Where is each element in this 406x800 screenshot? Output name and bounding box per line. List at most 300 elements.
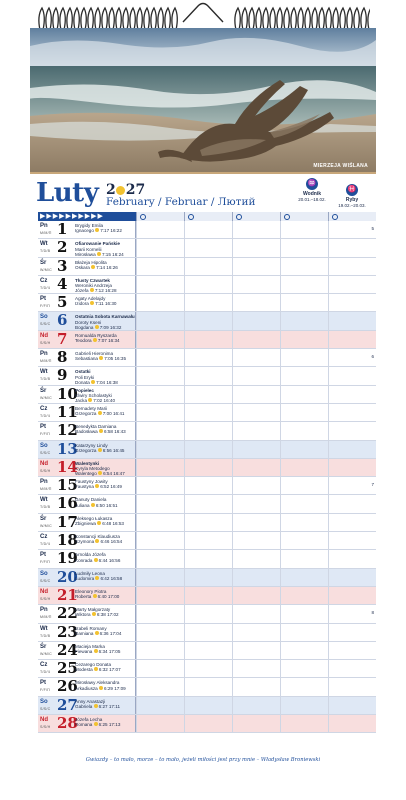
hanger-hook: [178, 0, 228, 24]
weekday-label: Wt: [40, 369, 48, 376]
weekday-translations: M/M/П: [40, 231, 52, 235]
note-cell[interactable]: [232, 422, 280, 439]
sunrise-sunset: 6:36 17:04: [95, 631, 122, 636]
spiral-coil: [354, 8, 359, 30]
day-row: [38, 239, 376, 257]
note-cell[interactable]: [184, 239, 232, 256]
note-cell[interactable]: [280, 624, 328, 641]
note-cell[interactable]: [280, 715, 328, 732]
name-days: Agaty Adelajdy: [75, 296, 106, 302]
note-cell[interactable]: [232, 605, 280, 622]
note-cell[interactable]: [280, 477, 328, 494]
note-cell[interactable]: [280, 678, 328, 695]
weekday-label: Cz: [40, 277, 48, 284]
note-cell[interactable]: [232, 276, 280, 293]
day-info: [75, 497, 135, 507]
note-cell[interactable]: [184, 678, 232, 695]
note-cell[interactable]: [232, 624, 280, 641]
spiral-coil: [340, 8, 345, 30]
weekday-translations: F/F/П: [40, 432, 50, 437]
note-cell[interactable]: [184, 697, 232, 714]
day-number: 22: [57, 604, 78, 623]
note-cell[interactable]: [328, 605, 376, 622]
holiday-note: Popielec: [75, 387, 94, 393]
month-header: [36, 178, 376, 210]
note-cell[interactable]: [232, 715, 280, 732]
note-cell[interactable]: [184, 660, 232, 677]
day-info: [75, 607, 135, 617]
name-days: Gabrieli Hieronima: [75, 351, 114, 357]
weekday-translations: T/D/Ч: [40, 285, 51, 290]
note-cell[interactable]: [328, 386, 376, 403]
name-days-2: Walentego: [75, 471, 97, 477]
weekday-label: So: [40, 698, 48, 705]
weekday-label: Pt: [40, 296, 46, 303]
day-row: [38, 477, 376, 495]
name-days-2: Mirosława: [75, 251, 96, 257]
spiral-coil: [326, 8, 331, 30]
weekday-label: Pt: [40, 552, 46, 559]
day-row: [38, 605, 376, 623]
note-cell[interactable]: [280, 239, 328, 256]
weekday-translations: T/D/В: [40, 249, 51, 254]
sunrise-sunset: 6:46 16:54: [95, 539, 122, 544]
note-cell[interactable]: [280, 514, 328, 531]
note-cell[interactable]: [232, 258, 280, 275]
note-cell[interactable]: [280, 331, 328, 348]
day-cell: [38, 532, 136, 549]
note-cell[interactable]: [232, 660, 280, 677]
sunrise-sunset: 6:56 16:45: [98, 448, 125, 453]
day-info: [75, 552, 135, 562]
day-row: [38, 349, 376, 367]
day-info: [75, 388, 135, 404]
weekday-label: Nd: [40, 460, 48, 467]
note-cell[interactable]: [136, 605, 184, 622]
note-cell[interactable]: [136, 239, 184, 256]
note-cell[interactable]: [136, 422, 184, 439]
note-cell[interactable]: [328, 367, 376, 384]
spiral-coil: [263, 8, 268, 30]
note-cell[interactable]: [232, 459, 280, 476]
day-cell: [38, 477, 136, 494]
day-row: [38, 312, 376, 330]
note-cell[interactable]: [136, 550, 184, 567]
name-days: Doroty Kseni: [75, 319, 102, 325]
name-days: Aleksego Łukasza: [75, 515, 113, 521]
weekday-translations: F/F/П: [40, 304, 50, 309]
note-cell[interactable]: [280, 312, 328, 329]
sunrise-sunset: 6:58 16:43: [99, 429, 126, 434]
day-info: [75, 479, 135, 489]
day-row: [38, 550, 376, 568]
note-cell[interactable]: [136, 331, 184, 348]
name-days-2: Konrada: [75, 557, 93, 563]
weekday-translations: S/S/С: [40, 322, 51, 327]
note-cell[interactable]: [328, 239, 376, 256]
sunrise-sunset: 6:40 17:00: [93, 594, 120, 599]
day-number: 9: [57, 366, 68, 385]
note-cell[interactable]: [328, 624, 376, 641]
note-cell[interactable]: [328, 221, 376, 238]
spiral-coil: [95, 8, 100, 30]
note-cell[interactable]: [280, 441, 328, 458]
note-cell[interactable]: [136, 276, 184, 293]
day-row: [38, 276, 376, 294]
day-info: [75, 626, 135, 636]
note-cell[interactable]: [280, 642, 328, 659]
note-cell[interactable]: [184, 514, 232, 531]
note-cell[interactable]: [328, 276, 376, 293]
week-number: 6: [371, 354, 374, 360]
note-cell[interactable]: [136, 624, 184, 641]
note-cell[interactable]: [328, 404, 376, 421]
note-cell[interactable]: [328, 294, 376, 311]
sunrise-sunset: 7:11 16:30: [90, 301, 116, 306]
note-cell[interactable]: [136, 678, 184, 695]
day-number: 25: [57, 659, 78, 678]
note-cell[interactable]: [136, 477, 184, 494]
day-cell: [38, 605, 136, 622]
name-days-2: Romana: [75, 722, 93, 728]
note-cell[interactable]: [232, 587, 280, 604]
note-cell[interactable]: [232, 404, 280, 421]
note-cell[interactable]: [328, 678, 376, 695]
note-cell[interactable]: [280, 697, 328, 714]
sunrise-sunset: 6:44 16:56: [94, 558, 121, 563]
note-cell[interactable]: [328, 459, 376, 476]
note-cell[interactable]: [184, 386, 232, 403]
day-row: [38, 422, 376, 440]
note-cell[interactable]: [136, 660, 184, 677]
weekday-label: Pn: [40, 351, 48, 358]
note-cell[interactable]: [184, 624, 232, 641]
day-row: [38, 221, 376, 239]
day-row: [38, 495, 376, 513]
day-row: [38, 404, 376, 422]
spiral-coil: [298, 8, 303, 30]
note-cell[interactable]: [328, 587, 376, 604]
note-cell[interactable]: [280, 349, 328, 366]
name-days: Marii Kornelii: [75, 246, 102, 252]
note-cell[interactable]: [328, 715, 376, 732]
weekday-label: Pt: [40, 680, 46, 687]
note-cell[interactable]: [232, 221, 280, 238]
day-row: [38, 678, 376, 696]
note-cell[interactable]: [184, 258, 232, 275]
note-cell[interactable]: [328, 312, 376, 329]
note-cell[interactable]: [232, 441, 280, 458]
note-cell[interactable]: [232, 495, 280, 512]
sunrise-sunset: 6:52 16:49: [95, 484, 122, 489]
day-number: 13: [57, 439, 78, 458]
note-cell[interactable]: [328, 258, 376, 275]
note-cell[interactable]: [232, 550, 280, 567]
note-cell[interactable]: [232, 367, 280, 384]
note-cell[interactable]: [184, 312, 232, 329]
day-row: [38, 569, 376, 587]
weekday-label: Pn: [40, 607, 48, 614]
spiral-coil: [67, 8, 72, 30]
day-cell: [38, 422, 136, 439]
note-cell[interactable]: [328, 422, 376, 439]
note-cell[interactable]: [328, 569, 376, 586]
weekday-translations: S/S/С: [40, 578, 51, 583]
note-cell[interactable]: [184, 477, 232, 494]
day-info: [75, 296, 135, 306]
note-cell[interactable]: [280, 569, 328, 586]
week-number: 7: [371, 482, 374, 488]
note-cell[interactable]: [328, 642, 376, 659]
note-cell[interactable]: [280, 221, 328, 238]
name-days-2: Damiana: [75, 630, 94, 636]
day-cell: [38, 459, 136, 476]
day-cell: [38, 697, 136, 714]
note-cell[interactable]: [280, 404, 328, 421]
aquarius-icon: ♒: [306, 178, 318, 190]
day-cell: [38, 642, 136, 659]
note-cell[interactable]: [232, 294, 280, 311]
note-cell[interactable]: [136, 367, 184, 384]
note-cell[interactable]: [184, 349, 232, 366]
name-days: Cyryla Metodego: [75, 466, 110, 472]
note-cell[interactable]: [232, 514, 280, 531]
note-cell[interactable]: [136, 386, 184, 403]
spiral-coil: [53, 8, 58, 30]
spiral-coil: [305, 8, 310, 30]
note-cell[interactable]: [184, 331, 232, 348]
day-number: 14: [57, 457, 78, 476]
name-days: Brygidy Emila: [75, 223, 104, 228]
note-cell[interactable]: [136, 697, 184, 714]
note-cell[interactable]: [136, 715, 184, 732]
day-row: [38, 459, 376, 477]
note-cell[interactable]: [280, 532, 328, 549]
note-cell[interactable]: [232, 349, 280, 366]
spiral-coil: [74, 8, 79, 30]
sunrise-sunset: 6:50 16:51: [91, 503, 118, 508]
note-cell[interactable]: [280, 495, 328, 512]
face-icon: [284, 214, 290, 220]
note-cell[interactable]: [328, 550, 376, 567]
day-cell: [38, 495, 136, 512]
name-days-2: Bogdana: [75, 324, 94, 330]
note-cell[interactable]: [184, 495, 232, 512]
spiral-coil: [137, 8, 142, 30]
note-cell[interactable]: [280, 294, 328, 311]
note-cell[interactable]: [328, 532, 376, 549]
note-cell[interactable]: [184, 441, 232, 458]
name-days: Konstancji Klaudiusza: [75, 534, 120, 540]
column-header: [38, 212, 376, 221]
note-cell[interactable]: [280, 660, 328, 677]
weekday-translations: W/M/С: [40, 523, 52, 528]
day-cell: [38, 312, 136, 329]
weekday-translations: T/D/Ч: [40, 413, 51, 418]
note-cell[interactable]: [328, 495, 376, 512]
day-cell: [38, 331, 136, 348]
note-cell[interactable]: [184, 459, 232, 476]
spiral-coil: [347, 8, 352, 30]
weekday-label: Pn: [40, 479, 48, 486]
note-cell[interactable]: [280, 258, 328, 275]
spiral-coil: [130, 8, 135, 30]
sunrise-sunset: 7:14 16:26: [91, 265, 118, 270]
note-cell[interactable]: [184, 221, 232, 238]
sunrise-sunset: 6:42 16:58: [95, 576, 122, 581]
day-number: 28: [57, 714, 78, 733]
name-days-2: Roberta: [75, 594, 92, 600]
day-cell: [38, 587, 136, 604]
day-cell: [38, 569, 136, 586]
sunrise-sunset: 7:00 16:41: [98, 411, 125, 416]
note-cell[interactable]: [232, 532, 280, 549]
note-cell[interactable]: [280, 605, 328, 622]
note-cell[interactable]: [280, 276, 328, 293]
note-cell[interactable]: [232, 312, 280, 329]
note-cell[interactable]: [328, 660, 376, 677]
name-days: Anny Anastazji: [75, 698, 106, 704]
name-days-2: Szymona: [75, 539, 95, 545]
face-icon: [140, 214, 146, 220]
note-cell[interactable]: [136, 514, 184, 531]
note-cell[interactable]: [232, 569, 280, 586]
note-cell[interactable]: [136, 258, 184, 275]
note-cell[interactable]: [136, 569, 184, 586]
note-cell[interactable]: [232, 239, 280, 256]
spiral-coil: [249, 8, 254, 30]
note-cell[interactable]: [184, 642, 232, 659]
note-cell[interactable]: [136, 349, 184, 366]
day-cell: [38, 221, 136, 238]
note-cell[interactable]: [328, 349, 376, 366]
note-cell[interactable]: [184, 422, 232, 439]
note-cell[interactable]: [136, 642, 184, 659]
spiral-coil: [109, 8, 114, 30]
weekday-label: Cz: [40, 405, 48, 412]
name-days: Katarzyny Lindy: [75, 442, 108, 448]
arrow-strip: ▶ ▶ ▶ ▶ ▶ ▶ ▶ ▶ ▶ ▶: [38, 212, 136, 221]
sun-zero-icon: [116, 186, 125, 195]
day-info: [75, 589, 135, 599]
sunrise-sunset: 7:17 16:22: [95, 228, 122, 233]
week-number: 8: [371, 610, 374, 616]
spiral-coil: [81, 8, 86, 30]
weekday-label: Cz: [40, 534, 48, 541]
note-cell[interactable]: [136, 404, 184, 421]
name-days-2: Faustyna: [75, 484, 94, 490]
day-info: [75, 571, 135, 581]
note-cell[interactable]: [136, 459, 184, 476]
person-column-3: [232, 212, 280, 221]
note-cell[interactable]: [136, 532, 184, 549]
day-cell: [38, 514, 136, 531]
note-cell[interactable]: [184, 605, 232, 622]
weekday-translations: T/D/В: [40, 377, 51, 382]
note-cell[interactable]: [184, 294, 232, 311]
day-cell: [38, 715, 136, 732]
name-days-2: Gabriela: [75, 703, 93, 709]
note-cell[interactable]: [232, 697, 280, 714]
note-cell[interactable]: [280, 459, 328, 476]
name-days-2: Zbigniewa: [75, 520, 96, 526]
note-cell[interactable]: [280, 386, 328, 403]
day-cell: [38, 294, 136, 311]
note-cell[interactable]: [280, 367, 328, 384]
day-number: 23: [57, 622, 78, 641]
note-cell[interactable]: [184, 587, 232, 604]
weekday-translations: M/M/П: [40, 615, 52, 620]
note-cell[interactable]: [184, 276, 232, 293]
weekday-translations: T/D/Ч: [40, 670, 51, 675]
note-cell[interactable]: [328, 331, 376, 348]
note-cell[interactable]: [232, 642, 280, 659]
note-cell[interactable]: [184, 569, 232, 586]
spiral-coil: [88, 8, 93, 30]
month-name: Luty: [36, 178, 99, 208]
note-cell[interactable]: [184, 532, 232, 549]
note-cell[interactable]: [136, 312, 184, 329]
note-cell[interactable]: [280, 422, 328, 439]
day-number: 26: [57, 677, 78, 696]
sunrise-sunset: 6:27 17:11: [94, 704, 120, 709]
note-cell[interactable]: [136, 221, 184, 238]
sunrise-sunset: 6:34 17:05: [94, 649, 121, 654]
note-cell[interactable]: [136, 587, 184, 604]
spiral-coil: [102, 8, 107, 30]
day-row: [38, 386, 376, 404]
spiral-coil: [333, 8, 338, 30]
weekday-label: Śr: [40, 643, 47, 650]
note-cell[interactable]: [280, 587, 328, 604]
note-cell[interactable]: [232, 678, 280, 695]
note-cell[interactable]: [328, 697, 376, 714]
note-cell[interactable]: [328, 514, 376, 531]
spiral-coil: [277, 8, 282, 30]
name-days-2: Donata: [75, 379, 90, 385]
weekday-label: So: [40, 570, 48, 577]
day-row: [38, 514, 376, 532]
name-days-2: Grzegorza: [75, 411, 97, 417]
name-days-2: Arkadiusza: [75, 685, 98, 691]
name-days: Danuty Daniela: [75, 497, 107, 503]
name-days-2: Teodora: [75, 337, 92, 343]
note-cell[interactable]: [136, 441, 184, 458]
day-row: [38, 532, 376, 550]
note-cell[interactable]: [232, 386, 280, 403]
note-cell[interactable]: [232, 477, 280, 494]
note-cell[interactable]: [184, 550, 232, 567]
weekday-label: Nd: [40, 717, 48, 724]
note-cell[interactable]: [328, 477, 376, 494]
note-cell[interactable]: [136, 495, 184, 512]
day-cell: [38, 349, 136, 366]
day-cell: [38, 239, 136, 256]
name-days-2: Józefa: [75, 288, 89, 294]
note-cell[interactable]: [184, 715, 232, 732]
day-number: 16: [57, 494, 78, 513]
spiral-coil: [60, 8, 65, 30]
note-cell[interactable]: [136, 294, 184, 311]
note-cell[interactable]: [184, 367, 232, 384]
note-cell[interactable]: [232, 331, 280, 348]
spiral-coil: [116, 8, 121, 30]
note-cell[interactable]: [280, 550, 328, 567]
note-cell[interactable]: [184, 404, 232, 421]
sunrise-sunset: 6:29 17:09: [99, 686, 126, 691]
note-cell[interactable]: [328, 441, 376, 458]
day-row: [38, 715, 376, 733]
